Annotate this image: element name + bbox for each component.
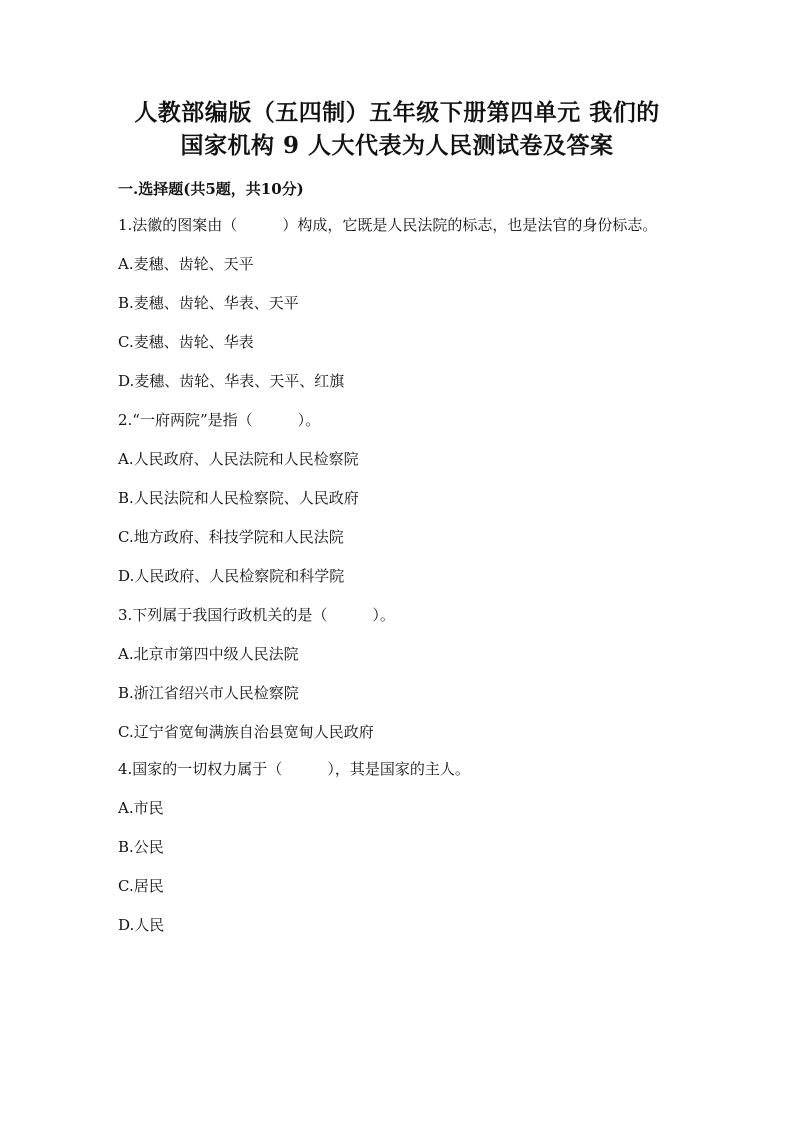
question-stem: 4.国家的一切权力属于（ ），其是国家的主人。 — [118, 760, 470, 778]
question-2 — [118, 410, 676, 586]
question-stem: 1.法徽的图案由（ ）构成，它既是人民法院的标志，也是法官的身份标志。 — [118, 216, 658, 234]
document-title — [118, 96, 676, 162]
section-heading: 一.选择题(共5题，共10分) — [118, 180, 304, 198]
option-d: D.人民政府、人民检察院和科学院 — [118, 567, 345, 585]
option-b: B.公民 — [118, 838, 164, 856]
option-d: D.麦穗、齿轮、华表、天平、红旗 — [118, 372, 345, 390]
question-stem: 3.下列属于我国行政机关的是（ ）。 — [118, 606, 395, 624]
option-a: A.麦穗、齿轮、天平 — [118, 255, 254, 273]
option-d: D.人民 — [118, 916, 165, 934]
title-line-2: 国家机构 9 人大代表为人民测试卷及答案 — [180, 132, 614, 159]
question-stem: 2.“一府两院”是指（ ）。 — [118, 411, 321, 429]
question-4 — [118, 759, 676, 935]
title-line-1: 人教部编版（五四制）五年级下册第四单元 我们的 — [134, 99, 660, 126]
option-a: A.北京市第四中级人民法院 — [118, 645, 299, 663]
question-1 — [118, 215, 676, 391]
option-c: C.辽宁省宽甸满族自治县宽甸人民政府 — [118, 723, 374, 741]
option-b: B.浙江省绍兴市人民检察院 — [118, 684, 299, 702]
option-b: B.麦穗、齿轮、华表、天平 — [118, 294, 299, 312]
option-a: A.市民 — [118, 799, 164, 817]
option-a: A.人民政府、人民法院和人民检察院 — [118, 450, 359, 468]
option-c: C.地方政府、科技学院和人民法院 — [118, 528, 344, 546]
option-c: C.居民 — [118, 877, 164, 895]
option-b: B.人民法院和人民检察院、人民政府 — [118, 489, 359, 507]
question-3 — [118, 605, 676, 742]
option-c: C.麦穗、齿轮、华表 — [118, 333, 254, 351]
